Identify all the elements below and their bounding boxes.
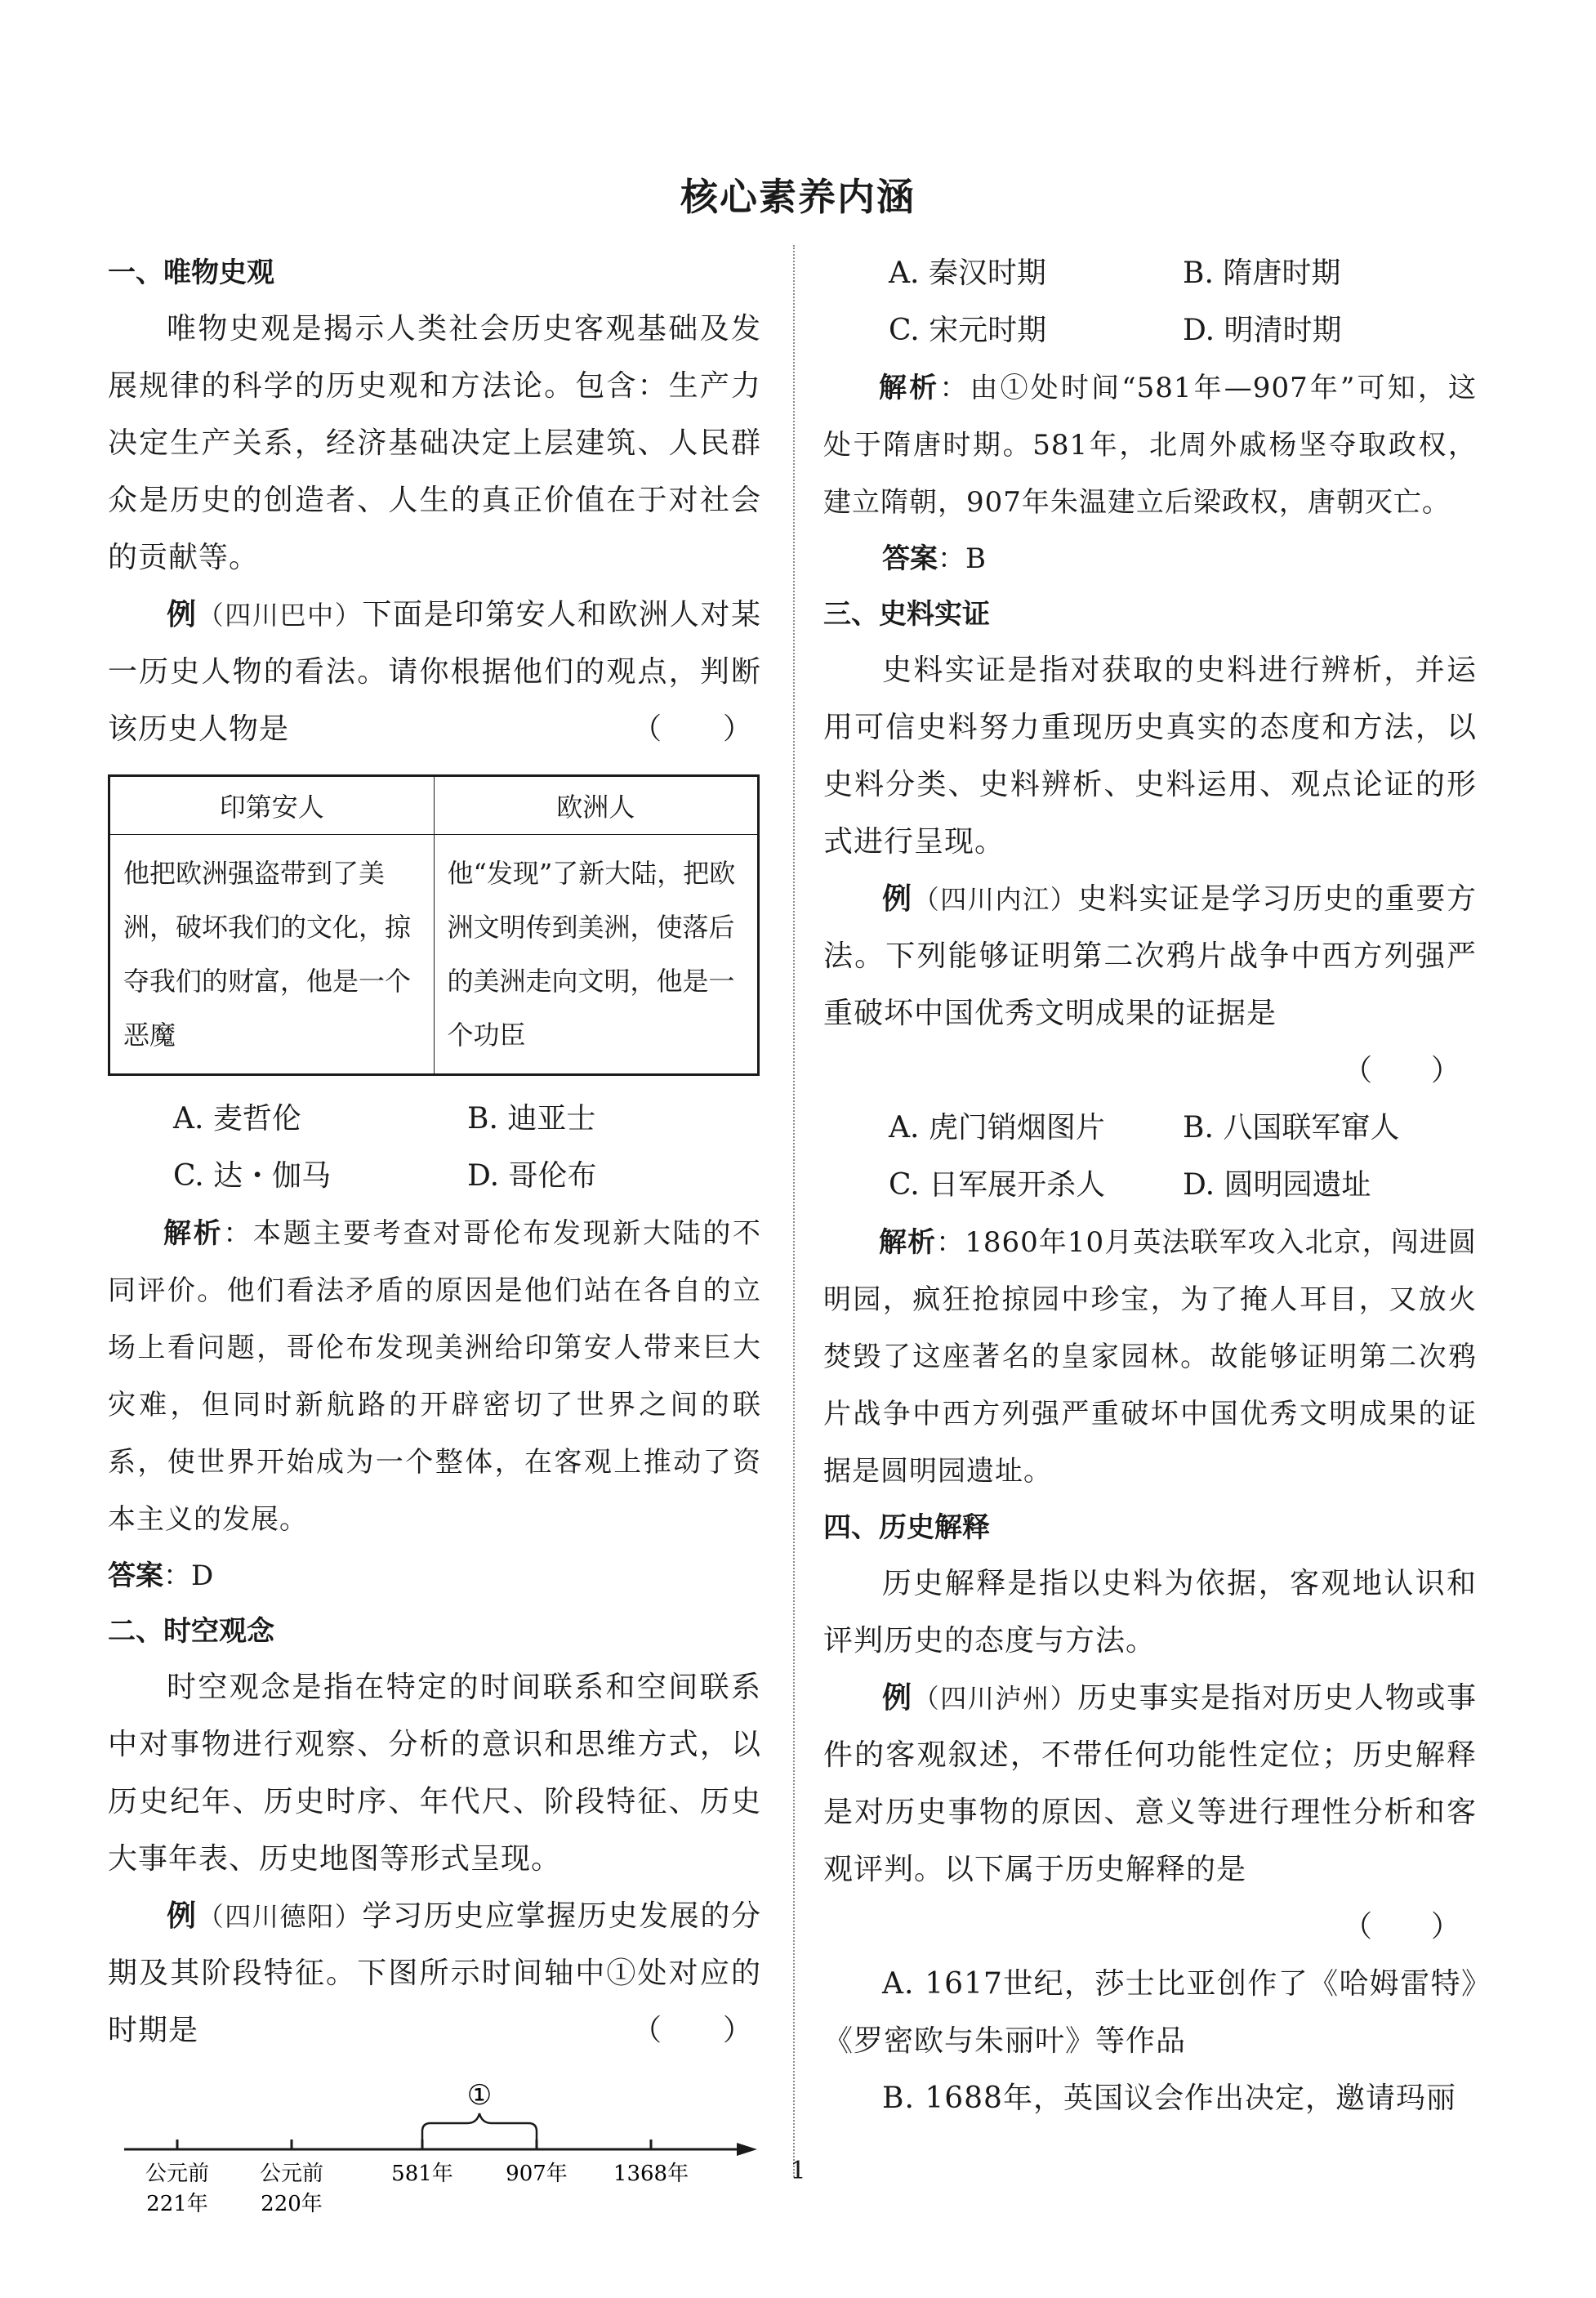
analysis-label: 解析: [163, 1217, 224, 1250]
option-b: B. 八国联军窜人: [1183, 1111, 1400, 1145]
example-label: 例: [167, 1899, 198, 1933]
right-column: [823, 245, 1477, 2127]
timeline-label-581: 581年: [391, 2162, 453, 2186]
example-question-4: [823, 1670, 1477, 1899]
answer-q1: [108, 1548, 761, 1604]
option-b: B. 迪亚士: [467, 1102, 596, 1136]
left-column: [108, 245, 761, 2234]
answer-q2: [823, 531, 1477, 587]
option-a: A. 虎门销烟图片: [889, 1111, 1105, 1145]
example-source: （四川德阳）: [197, 1901, 363, 1932]
answer-value: ：D: [163, 1560, 214, 1592]
option-c: C. 宋元时期: [889, 314, 1047, 347]
column-divider: [793, 245, 795, 2177]
answer-parentheses: （ ）: [631, 2014, 753, 2047]
views-table: [108, 774, 760, 1076]
options-q1: [108, 1091, 761, 1205]
analysis-q1: [108, 1205, 761, 1548]
example-question-3: [823, 871, 1477, 1042]
answer-label: 答案: [108, 1560, 163, 1592]
timeline-label-221bc-line2: 221年: [146, 2192, 208, 2216]
timeline-marker-label: ①: [466, 2079, 493, 2112]
timeline-brace: [422, 2113, 537, 2145]
options-q2: [823, 245, 1477, 359]
section-intro-materialism: 唯物史观是揭示人类社会历史客观基础及发展规律的科学的历史观和方法论。包含：生产力决定生产关系，经济基础决定上层建筑、人民群众是历史的创造者、人生的真正价值在于对社会的贡献等。: [108, 312, 761, 574]
answer-label: 答案: [882, 542, 938, 575]
section-heading-materialism: 一、唯物史观: [108, 257, 274, 289]
example-label: 例: [882, 882, 913, 916]
page-title: 核心素养内涵: [680, 175, 916, 219]
analysis-label: 解析: [879, 372, 940, 404]
timeline-arrow: [737, 2143, 757, 2156]
option-b: B. 隋唐时期: [1183, 257, 1341, 290]
example-source: （四川巴中）: [197, 600, 363, 631]
option-c: C. 日军展开杀人: [889, 1168, 1106, 1202]
example-text: 史料实证是学习历史的重要方法。下列能够证明第二次鸦片战争中西方列强严重破坏中国优秀文明成果的证据是: [823, 882, 1477, 1030]
answer-value: ：B: [938, 542, 986, 575]
section-intro-spacetime: 时空观念是指在特定的时间联系和空间联系中对事物进行观察、分析的意识和思维方式，以历史纪年、历史时序、年代尺、阶段特征、历史大事年表、历史地图等形式呈现。: [108, 1671, 761, 1876]
table-cell-europeans-view: 他“发现”了新大陆，把欧洲文明传到美洲，使落后的美洲走向文明，他是一个功臣: [434, 835, 759, 1075]
timeline-label-220bc-line1: 公元前: [259, 2162, 324, 2186]
answer-parentheses: （ ）: [631, 712, 753, 746]
option-a: A. 秦汉时期: [889, 257, 1046, 290]
timeline-label-907: 907年: [506, 2162, 568, 2186]
example-text: 下面是印第安人和欧洲人对某一历史人物的看法。请你根据他们的观点，判断该历史人物是: [108, 598, 761, 746]
analysis-text: ：1860年10月英法联军攻入北京，闯进圆明园，疯狂抢掠园中珍宝，为了掩人耳目，又放火焚毁了这座著名的皇家园林。故能够证明第二次鸦片战争中西方列强严重破坏中国优秀文明成果的证据是圆明园遗址。: [823, 1226, 1477, 1488]
table-header-europeans: 欧洲人: [434, 776, 759, 835]
section-heading-evidence: 三、史料实证: [823, 598, 990, 631]
options-q3: [823, 1100, 1477, 1214]
answer-parentheses: （ ）: [1342, 1910, 1460, 1943]
example-question-2: [108, 1888, 761, 2059]
example-text: 学习历史应掌握历史发展的分期及其阶段特征。下图所示时间轴中①处对应的时期是: [108, 1899, 761, 2047]
option-d: D. 圆明园遗址: [1183, 1168, 1371, 1202]
analysis-text: ：由①处时间“581年—907年”可知，这处于隋唐时期。581年，北周外戚杨坚夺取政权，建立隋朝，907年朱温建立后梁政权，唐朝灭亡。: [823, 372, 1477, 519]
option-a-long: A. 1617世纪，莎士比亚创作了《哈姆雷特》《罗密欧与朱丽叶》等作品: [823, 1967, 1477, 2058]
section-intro-interpretation: 历史解释是指以史料为依据，客观地认识和评判历史的态度与方法。: [823, 1567, 1477, 1658]
example-label: 例: [882, 1681, 913, 1715]
timeline-figure: [108, 2068, 761, 2231]
option-d: D. 明清时期: [1183, 314, 1342, 347]
example-question-1: [108, 587, 761, 758]
analysis-q3: [823, 1214, 1477, 1500]
table-header-indians: 印第安人: [109, 776, 435, 835]
section-heading-spacetime: 二、时空观念: [108, 1615, 274, 1648]
section-heading-interpretation: 四、历史解释: [823, 1511, 990, 1544]
timeline-label-221bc-line1: 公元前: [145, 2162, 210, 2186]
example-label: 例: [167, 598, 198, 631]
analysis-label: 解析: [879, 1226, 937, 1259]
option-d: D. 哥伦布: [467, 1159, 597, 1193]
answer-parentheses: （ ）: [1342, 1054, 1460, 1087]
option-c: C. 达・伽马: [173, 1159, 332, 1193]
analysis-text: ：本题主要考查对哥伦布发现新大陆的不同评价。他们看法矛盾的原因是他们站在各自的立场上看问题，哥伦布发现美洲给印第安人带来巨大灾难，但同时新航路的开辟密切了世界之间的联系，使世界开始成为一个整体，在客观上推动了资本主义的发展。: [108, 1217, 762, 1536]
timeline-label-220bc-line2: 220年: [261, 2192, 323, 2216]
page-number: 1: [790, 2157, 806, 2185]
timeline-label-1368: 1368年: [613, 2162, 689, 2186]
example-text: 历史事实是指对历史人物或事件的客观叙述，不带任何功能性定位；历史解释是对历史事物的原因、意义等进行理性分析和客观评判。以下属于历史解释的是: [823, 1681, 1477, 1886]
example-source: （四川内江）: [912, 884, 1078, 915]
option-b-long: B. 1688年，英国议会作出决定，邀请玛丽: [882, 2082, 1456, 2115]
section-intro-evidence: 史料实证是指对获取的史料进行辨析，并运用可信史料努力重现历史真实的态度和方法，以史料分类、史料辨析、史料运用、观点论证的形式进行呈现。: [823, 654, 1477, 859]
example-source: （四川泸州）: [912, 1683, 1078, 1714]
table-cell-indians-view: 他把欧洲强盗带到了美洲，破坏我们的文化，掠夺我们的财富，他是一个恶魔: [109, 835, 435, 1075]
analysis-q2: [823, 359, 1477, 531]
option-a: A. 麦哲伦: [173, 1102, 301, 1136]
